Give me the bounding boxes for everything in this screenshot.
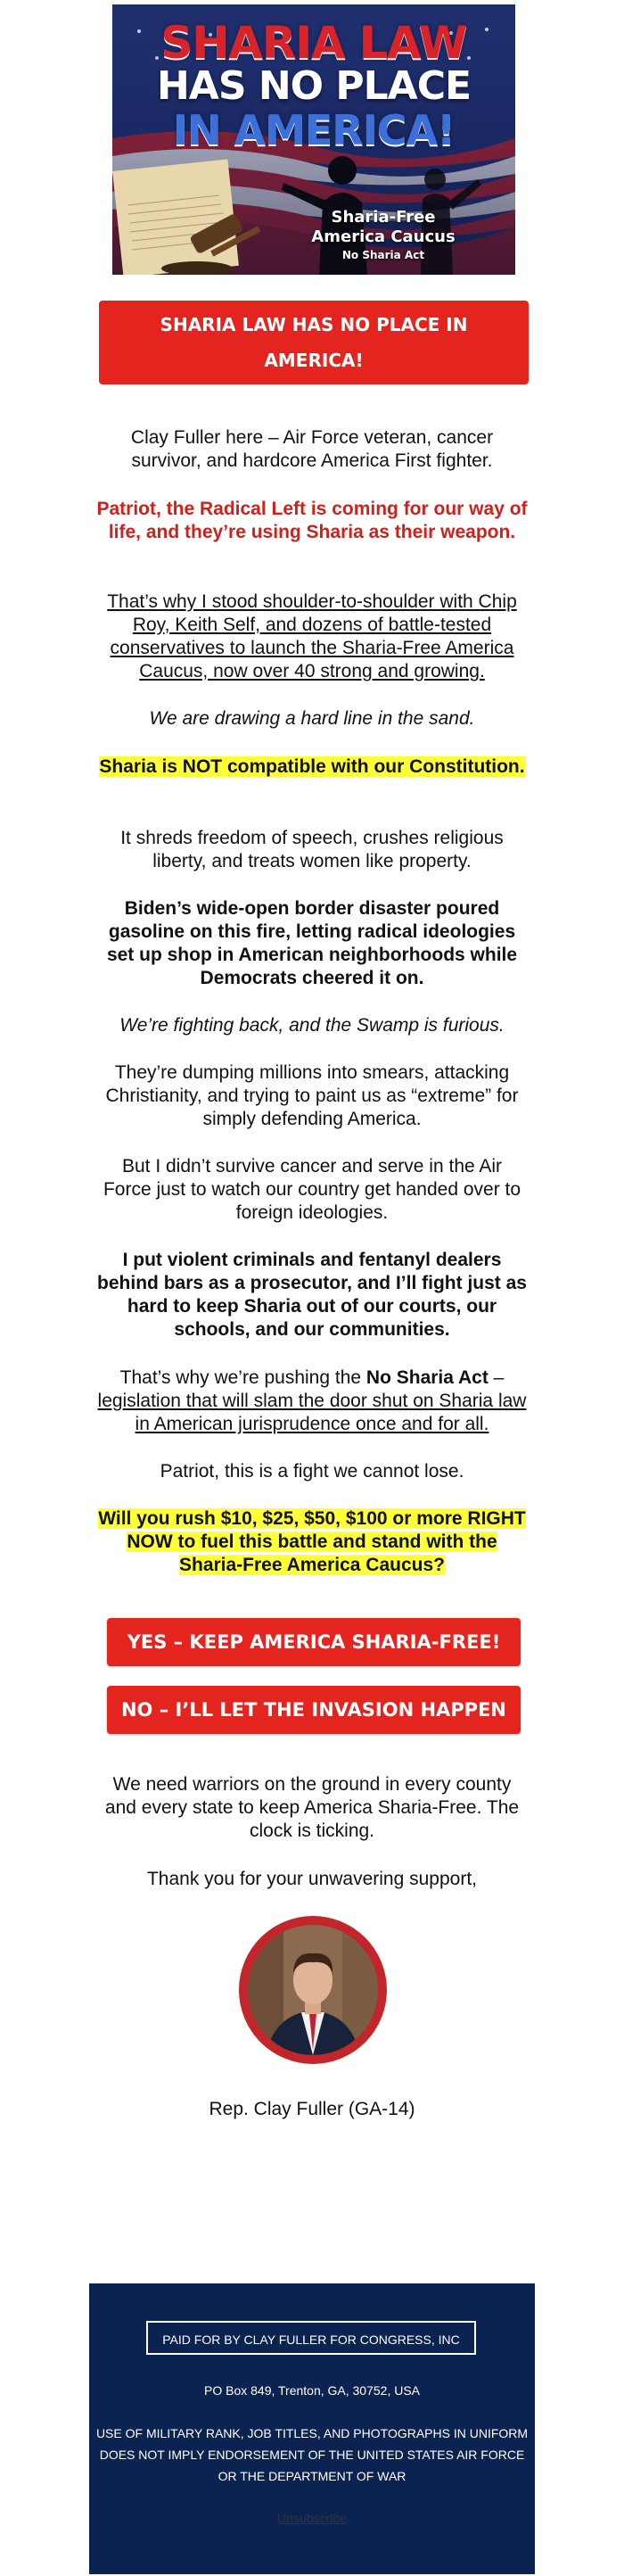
freedom-paragraph: It shreds freedom of speech, crushes religious liberty, and treats women like property. [120,828,504,871]
donation-ask-highlight[interactable]: Will you rush $10, $25, $50, $100 or more RIGHT NOW to fuel this battle and stand with the Sharia-Free America Caucus? [98,1508,526,1575]
yes-donate-button[interactable]: YES – KEEP AMERICA SHARIA-FREE! [107,1618,521,1666]
hero-banner-image [112,4,515,275]
prosecutor-paragraph: I put violent criminals and fentanyl dealers behind bars as a prosecutor, and I’ll fight just as hard to keep Sharia out of our courts, our schools, and our communities. [97,1250,527,1340]
thanks-paragraph: Thank you for your unwavering support, [146,1869,478,1889]
donation-ask-paragraph [96,1507,528,1577]
no-decline-button[interactable]: NO – I’LL LET THE INVASION HAPPEN [107,1686,521,1734]
military-disclaimer: USE OF MILITARY RANK, JOB TITLES, AND PHOTOGRAPHS IN UNIFORM DOES NOT IMPLY ENDORSEMENT OF THE UNITED STATES AIR FORCE OR THE DEPARTMENT OF WAR [95,2426,529,2483]
mailing-address: PO Box 849, Trenton, GA, 30752, USA [203,2383,421,2398]
banner-title-line1: SHARIA LAW [160,17,467,69]
unsubscribe-link[interactable]: Unsubscribe [277,2511,347,2525]
fighting-back-paragraph: We’re fighting back, and the Swamp is furious. [119,1015,505,1036]
act-intro-text: That’s why we’re pushing the [119,1367,366,1388]
banner-caption [303,208,464,261]
banner-caption-line2: America Caucus [311,227,456,246]
caucus-link[interactable]: That’s why I stood shoulder-to-shoulder with Chip Roy, Keith Self, and dozens of battle-tested conservatives to launch the Sharia-Free America Caucus, now over 40 strong and growing. [107,591,517,681]
signature: Rep. Clay Fuller (GA-14) [209,2099,415,2119]
cannot-lose-paragraph: Patriot, this is a fight we cannot lose. [160,1461,464,1482]
headline-button[interactable]: SHARIA LAW HAS NO PLACE IN AMERICA! [99,301,529,384]
hard-line-paragraph: We are drawing a hard line in the sand. [149,708,475,729]
constitution-highlight: Sharia is NOT compatible with our Constitution. [99,756,525,777]
banner-title-line2: HAS NO PLACE [156,63,472,109]
banner-caption-line3: No Sharia Act [341,249,425,261]
act-name: No Sharia Act [365,1367,489,1388]
intro-paragraph: Clay Fuller here – Air Force veteran, cancer survivor, and hardcore America First fighter. [130,427,494,471]
banner-title-line3: IN AMERICA! [172,106,456,154]
paid-for-disclaimer: PAID FOR BY CLAY FULLER FOR CONGRESS, INC [146,2321,476,2355]
border-paragraph: Biden’s wide-open border disaster poured gasoline on this fire, letting radical ideologies set up shop in American neighborhoods while Democrats cheered it on. [106,898,518,988]
smears-paragraph: They’re dumping millions into smears, attacking Christianity, and trying to paint us as “extreme” for simply defending America. [105,1062,519,1129]
avatar [239,1916,387,2064]
alert-paragraph: Patriot, the Radical Left is coming for our way of life, and they’re using Sharia as their weapon. [96,499,528,542]
legislation-link[interactable]: legislation that will slam the door shut on Sharia law in American jurisprudence once and for all. [97,1391,527,1434]
constitution-paragraph [96,755,528,779]
banner-caption-line1: Sharia-Free [331,208,436,227]
candidate-photo [248,1925,378,2055]
cancer-paragraph: But I didn’t survive cancer and serve in the Air Force just to watch our country get handed over to foreign ideologies. [103,1156,521,1223]
no-sharia-act-paragraph [96,1366,528,1436]
warriors-paragraph: We need warriors on the ground in every county and every state to keep America Sharia-Free. The clock is ticking. [104,1774,520,1841]
constitution-document [112,159,239,275]
act-dash: – [488,1367,505,1388]
footer [89,2283,535,2574]
